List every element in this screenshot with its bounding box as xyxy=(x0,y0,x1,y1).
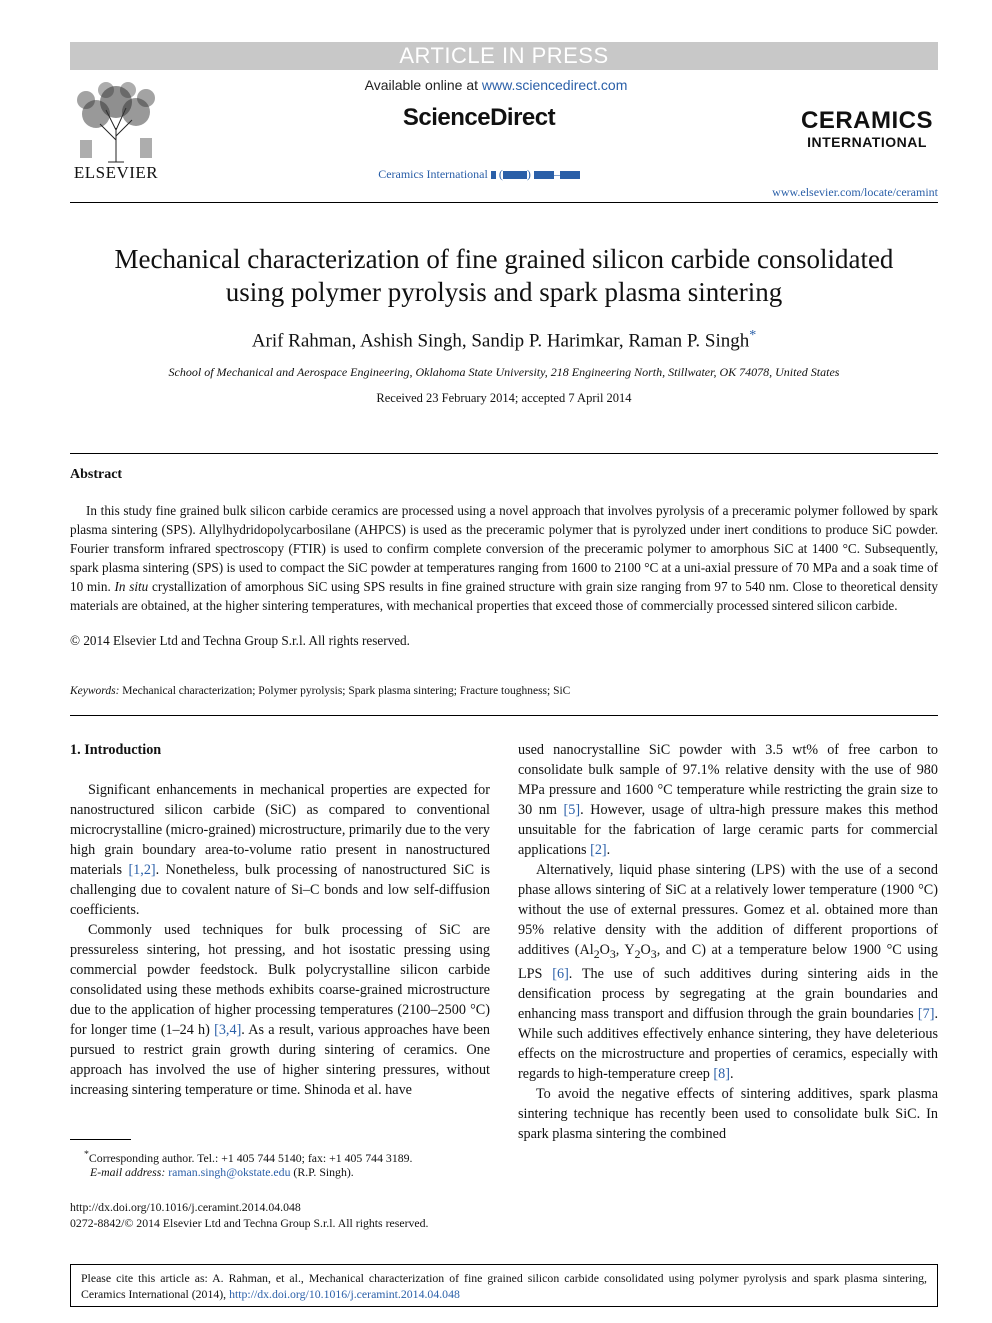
placeholder-block xyxy=(503,171,527,179)
ceramics-international-logo: CERAMICS INTERNATIONAL xyxy=(800,107,933,150)
citation-link[interactable]: [7] xyxy=(917,1005,935,1022)
received-dates: Received 23 February 2014; accepted 7 April 2014 xyxy=(376,391,632,405)
paragraph: used nanocrystalline SiC powder with 3.5 wt% of free carbon to consolidate bulk sample of 97.1% relative density with the use of 980 MPa pressure and 1600 °C temperature while restricting the grain size to 30 nm [5]. However, usage of ultra-high pressure makes this method unsuitable for the fabrication of large ceramic parts for commercial applications [2]. xyxy=(518,742,938,858)
keywords-divider xyxy=(70,715,938,716)
doi-line: http://dx.doi.org/10.1016/j.ceramint.2014.04.048 xyxy=(70,1200,301,1214)
article-in-press-banner: ARTICLE IN PRESS xyxy=(70,42,938,70)
body-column-left xyxy=(70,740,490,1100)
article-title: Mechanical characterization of fine grained silicon carbide consolidated using polymer pyrolysis and spark plasma sintering xyxy=(114,244,894,307)
placeholder-block xyxy=(560,171,580,179)
affiliation: School of Mechanical and Aerospace Engineering, Oklahoma State University, 218 Engineering North, Stillwater, OK 74078, United States xyxy=(168,365,840,379)
citation-link[interactable]: [3,4] xyxy=(214,1022,242,1038)
abstract-text: In this study fine grained bulk silicon carbide ceramics are processed using a novel approach that involves pyrolysis of a preceramic polymer followed by spark plasma sintering (SPS). Allylhydridopolycarbosilane (AHPCS) is used as the preceramic polymer that is pyrolyzed under inert conditions to produce SiC powder. Fourier transform infrared spectroscopy (FTIR) is used to confirm complete conversion of the preceramic polymer to amorphous SiC at 1400 °C. Subsequently, spark plasma sintering (SPS) is used to compact the SiC powder at temperatures ranging from 1600 to 2100 °C at a uni-axial pressure of 70 MPa and a soak time of 10 min. In situ crystallization of amorphous SiC using SPS results in fine grained structure with grain size ranging from 97 to 540 nm. Close to theoretical density materials are obtained, at the higher sintering temperatures, with mechanical properties that exceed those of commercially processed sintered silicon carbide. xyxy=(70,503,938,613)
citation-doi-link[interactable]: http://dx.doi.org/10.1016/j.ceramint.2014.04.048 xyxy=(229,1287,460,1301)
abstract-heading: Abstract xyxy=(70,467,123,482)
citation-link[interactable]: [6] xyxy=(552,965,569,982)
citation-link[interactable]: [5] xyxy=(563,802,581,818)
header-divider xyxy=(70,202,938,203)
citation-link[interactable]: [2] xyxy=(590,842,607,858)
body-column-right xyxy=(518,740,938,1144)
author-list: Arif Rahman, Ashish Singh, Sandip P. Harimkar, Raman P. Singh* xyxy=(251,328,757,352)
paragraph: Alternatively, liquid phase sintering (LPS) with the use of a second phase allows sintering of SiC at a relatively lower temperature (1900 °C) without the use of external pressures. Gomez et al. obtained more than 95% relative density with the addition of different proportions of additives ($Al_2O_3$, $Y_2O_3$, and C) at a temperature below 1900 °C using LPS [6]. The use of such additives during sintering aids in the densification process by segregating at the grain boundaries and enhancing mass transport and diffusion through the grain boundaries [7]. While such additives effectively enhance sintering, they have deleterious effects on the microstructure and properties of ceramics, especially with regards to high-temperature creep [8]. xyxy=(518,862,938,1082)
abstract-copyright: © 2014 Elsevier Ltd and Techna Group S.r.l. All rights reserved. xyxy=(70,633,410,648)
citation-box: Please cite this article as: A. Rahman, et al., Mechanical characterization of fine grained silicon carbide consolidated using polymer pyrolysis and spark plasma sintering, Ceramics International (2014), http://dx.doi.org/10.1016/j.ceramint.2014.04.048 xyxy=(70,1264,938,1307)
corresponding-author-footnote: *Corresponding author. Tel.: +1 405 744 5140; fax: +1 405 744 3189. xyxy=(84,1149,413,1165)
journal-homepage-link[interactable]: www.elsevier.com/locate/ceramint xyxy=(772,185,938,199)
available-online: Available online at www.sciencedirect.com xyxy=(364,77,628,93)
placeholder-block xyxy=(491,171,496,179)
paragraph: Commonly used techniques for bulk processing of SiC are pressureless sintering, hot pressing, and hot isostatic pressing using commercial powder feedstock. Bulk polycrystalline silicon carbide consolidated using these methods exhibits coarse-grained microstructure due to the application of higher processing temperatures (2100–2500 °C) for longer time (1–24 h) [3,4]. As a result, various approaches have been pursued to restrict grain growth during sintering of ceramics. One approach has involved the use of higher sintering pressures, without increasing sintering temperature or time. Shinoda et al. have xyxy=(70,922,490,1098)
paragraph: Significant enhancements in mechanical properties are expected for nanostructured silicon carbide (SiC) as compared to conventional microcrystalline (micro-grained) microstructure, primarily due to the very high grain boundary area-to-volume ratio present in nanostructured materials [1,2]. Nonetheless, bulk processing of nanostructured SiC is challenging due to covalent nature of Si–C bonds and low self-diffusion coefficients. xyxy=(70,782,490,918)
section-heading: 1. Introduction xyxy=(70,742,162,758)
sciencedirect-logo: ScienceDirect xyxy=(402,104,556,131)
elsevier-wordmark: ELSEVIER xyxy=(73,163,159,182)
author-email-link[interactable]: raman.singh@okstate.edu xyxy=(168,1165,291,1179)
journal-reference: Ceramics International ( ) – xyxy=(0,167,958,182)
footnote-divider xyxy=(70,1139,131,1140)
paragraph: To avoid the negative effects of sintering additives, spark plasma sintering technique has recently been used to consolidate bulk SiC. In spark plasma sintering the combined xyxy=(518,1085,938,1142)
keywords: Keywords: Mechanical characterization; Polymer pyrolysis; Spark plasma sintering; Fracture toughness; SiC xyxy=(70,685,571,697)
abstract-divider xyxy=(70,453,938,454)
email-footnote: E-mail address: raman.singh@okstate.edu (R.P. Singh). xyxy=(90,1165,354,1179)
citation-link[interactable]: [1,2] xyxy=(128,862,156,878)
sciencedirect-url-link[interactable]: www.sciencedirect.com xyxy=(481,77,628,93)
placeholder-block xyxy=(534,171,554,179)
citation-link[interactable]: [8] xyxy=(713,1065,730,1082)
corresponding-author-mark[interactable]: * xyxy=(749,328,757,343)
issn-line: 0272-8842/© 2014 Elsevier Ltd and Techna Group S.r.l. All rights reserved. xyxy=(70,1216,429,1230)
